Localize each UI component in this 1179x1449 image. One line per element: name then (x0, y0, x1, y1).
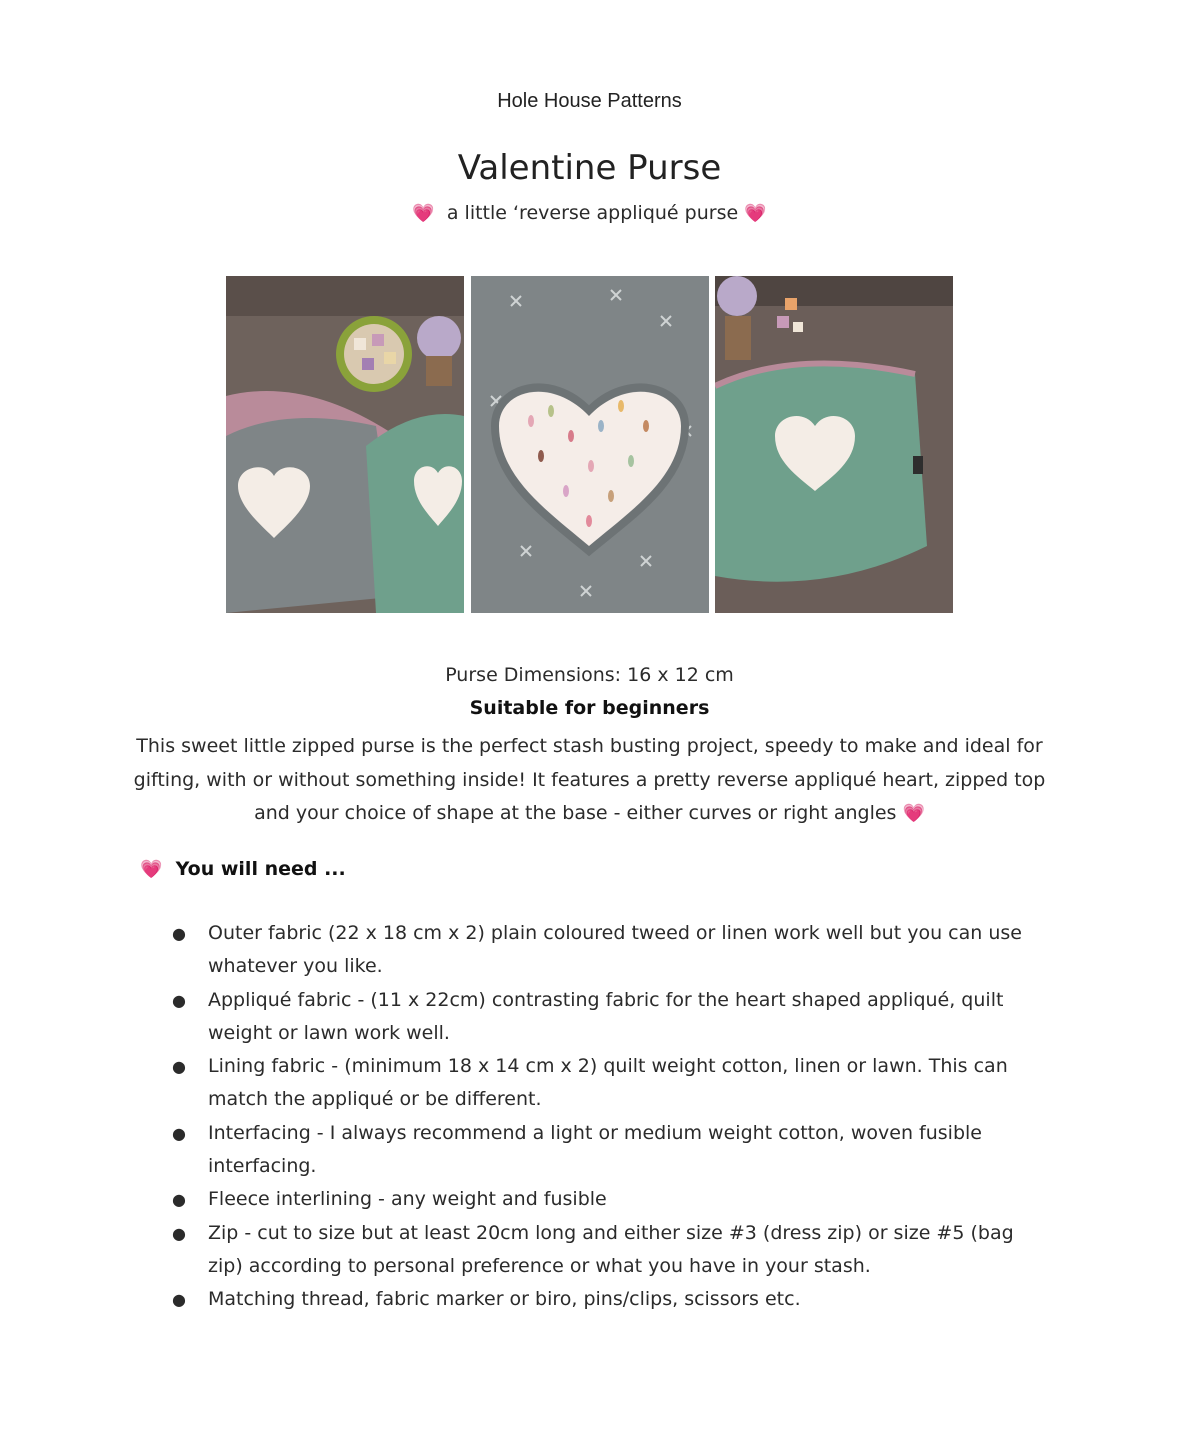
list-item-text: Matching thread, fabric marker or biro, pins/clips, scissors etc. (208, 1288, 801, 1311)
list-item (172, 984, 1052, 1051)
list-item (172, 917, 1052, 984)
list-item-text: Zip - cut to size but at least 20cm long and either size #3 (dress zip) or size #5 (bag zip) according to personal preference or what you have in your stash. (208, 1221, 1014, 1277)
purse-dimensions: Purse Dimensions: 16 x 12 cm (445, 664, 734, 686)
bullet-icon: ● (172, 1223, 186, 1243)
heart-icon: 💗 (140, 859, 163, 880)
list-item-text: Appliqué fabric - (11 x 22cm) contrasting fabric for the heart shaped appliqué, quilt weight or lawn work well. (208, 988, 1004, 1044)
bullet-icon: ● (172, 990, 186, 1010)
list-item (172, 1217, 1052, 1284)
bullet-icon: ● (172, 1190, 186, 1210)
bullet-icon: ● (172, 1057, 186, 1077)
list-item-text: Outer fabric (22 x 18 cm x 2) plain coloured tweed or linen work well but you can use whatever you like. (208, 922, 1022, 978)
photo-green-purse (715, 276, 953, 613)
description-text: This sweet little zipped purse is the perfect stash busting project, speedy to make and ideal for gifting, with or without something inside! It features a pretty reverse appliqué heart, zipped top and your choice of shape at the base - either curves or right angles (133, 735, 1046, 824)
photo-heart-closeup (471, 276, 709, 613)
requirements-list (172, 917, 1052, 1317)
page-title: Valentine Purse (457, 148, 722, 188)
list-item (172, 1050, 1052, 1117)
list-item (172, 1117, 1052, 1184)
photo-purses-group (226, 276, 464, 613)
list-item (172, 1283, 1052, 1316)
subtitle (0, 202, 1179, 224)
heart-icon: 💗 (412, 203, 435, 224)
list-item-text: Interfacing - I always recommend a light or medium weight cotton, woven fusible interfacing. (208, 1121, 982, 1178)
skill-level: Suitable for beginners (469, 697, 710, 719)
heart-icon: 💗 (902, 803, 925, 824)
requirements-heading (140, 858, 346, 880)
heart-icon: 💗 (744, 203, 767, 224)
list-item-text: Lining fabric - (minimum 18 x 14 cm x 2) quilt weight cotton, linen or lawn. This can match the appliqué or be different. (208, 1055, 1008, 1111)
bullet-icon: ● (172, 1123, 186, 1143)
list-item-text: Fleece interlining - any weight and fusible (208, 1188, 607, 1211)
subtitle-text: a little ‘reverse appliqué purse (446, 202, 739, 224)
brand-name: Hole House Patterns (497, 90, 682, 112)
requirements-heading-text: You will need ... (175, 858, 346, 880)
bullet-icon: ● (172, 924, 186, 943)
product-photos (226, 276, 954, 613)
list-item (172, 1183, 1052, 1216)
description (130, 730, 1049, 831)
bullet-icon: ● (172, 1290, 186, 1310)
